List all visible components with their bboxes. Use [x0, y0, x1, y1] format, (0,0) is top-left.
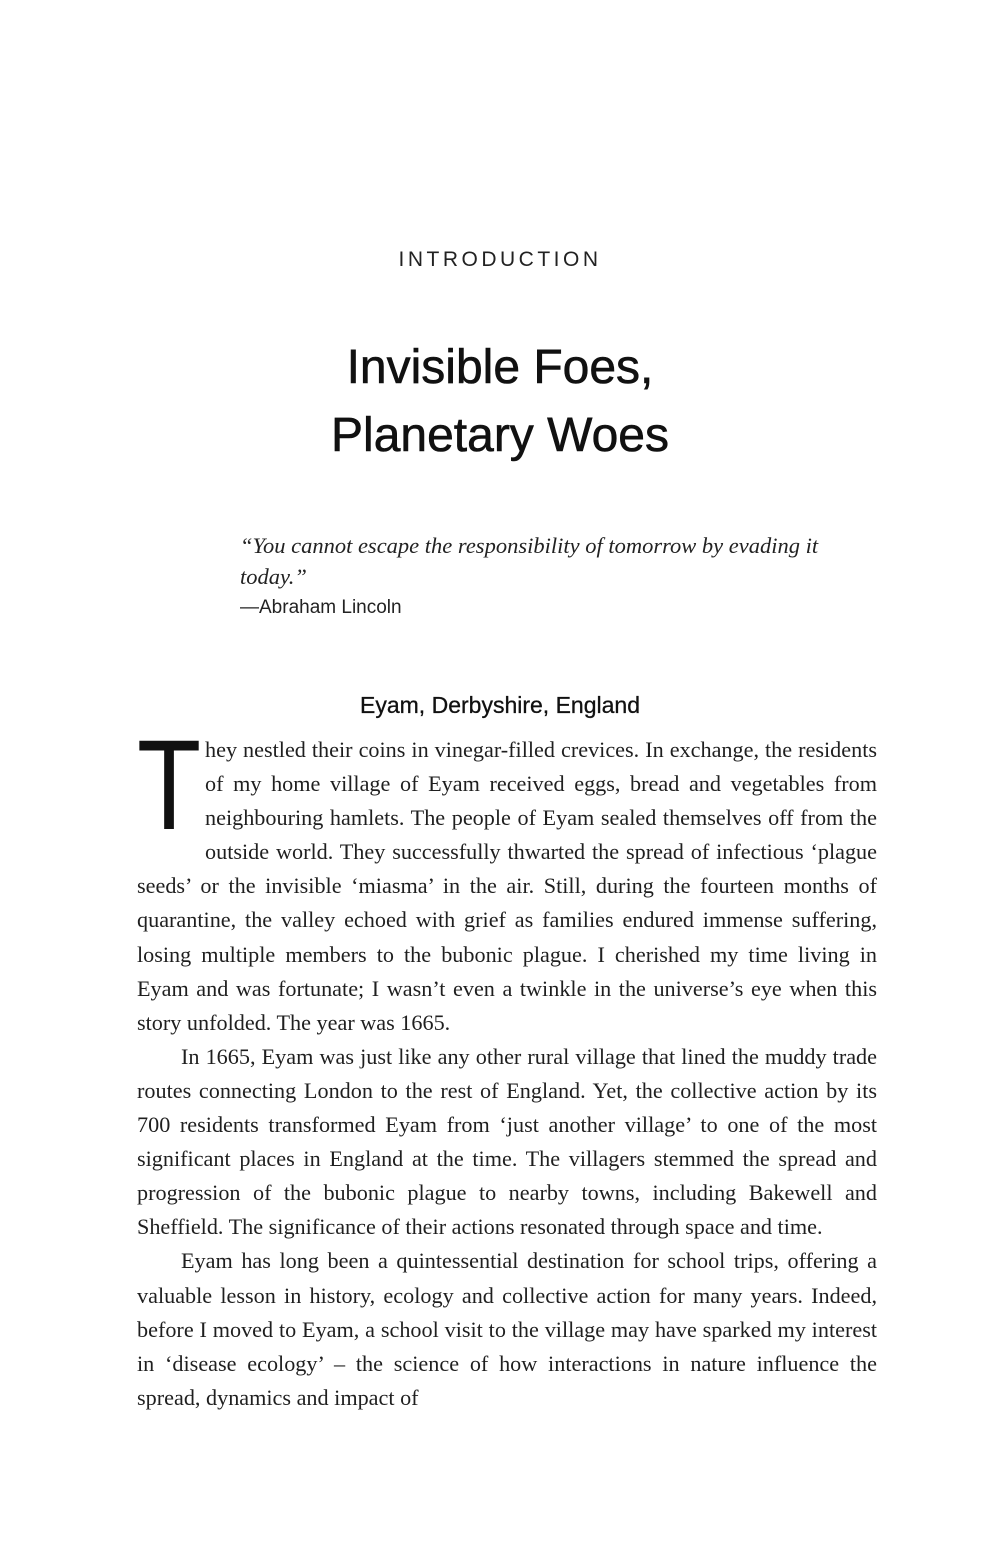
section-heading: Eyam, Derbyshire, England	[360, 692, 640, 718]
chapter-kicker: INTRODUCTION	[398, 248, 602, 271]
drop-cap: T	[137, 714, 202, 857]
paragraph-3: Eyam has long been a quintessential destination for school trips, offering a valuable lesson in history, ecology and collective action for many years. Indeed, before I moved to Eyam, a school visit to the village may have sparked my interest in ‘disease ecology’ – the science of how interactions in nature influence the spread, dynamics and impact of	[137, 1248, 877, 1410]
chapter-title	[0, 334, 1000, 470]
body-text	[137, 714, 877, 1415]
chapter-title-line-2: Planetary Woes	[331, 409, 669, 462]
paragraph-2: In 1665, Eyam was just like any other rural village that lined the muddy trade routes connecting London to the rest of England. Yet, the collective action by its 700 residents transformed Eyam from ‘just another village’ to one of the most significant places in England at the time. The villagers stemmed the spread and progression of the bubonic plague to nearby towns, including Bakewell and Sheffield. The significance of their actions resonated through space and time.	[137, 1043, 877, 1240]
epigraph-quote: “You cannot escape the responsibility of tomorrow by evading it today.”	[240, 533, 819, 589]
paragraph-1-text: hey nestled their coins in vinegar-filled crevices. In exchange, the residents of my home village of Eyam received eggs, bread and vegetables from neighbouring hamlets. The people of Eyam sealed themselves off from the outside world. They successfully thwarted the spread of infectious ‘plague seeds’ or the invisible ‘miasma’ in the air. Still, during the fourteen months of quarantine, the valley echoed with grief as families endured immense suffering, losing multiple members to the bubonic plague. I cherished my time living in Eyam and was fortunate; I wasn’t even a twinkle in the universe’s eye when this story unfolded. The year was 1665.	[137, 737, 877, 1035]
chapter-title-line-1: Invisible Foes,	[346, 341, 654, 394]
paragraph-1	[137, 714, 877, 1040]
epigraph-attribution: —Abraham Lincoln	[240, 597, 402, 618]
epigraph	[240, 530, 860, 624]
